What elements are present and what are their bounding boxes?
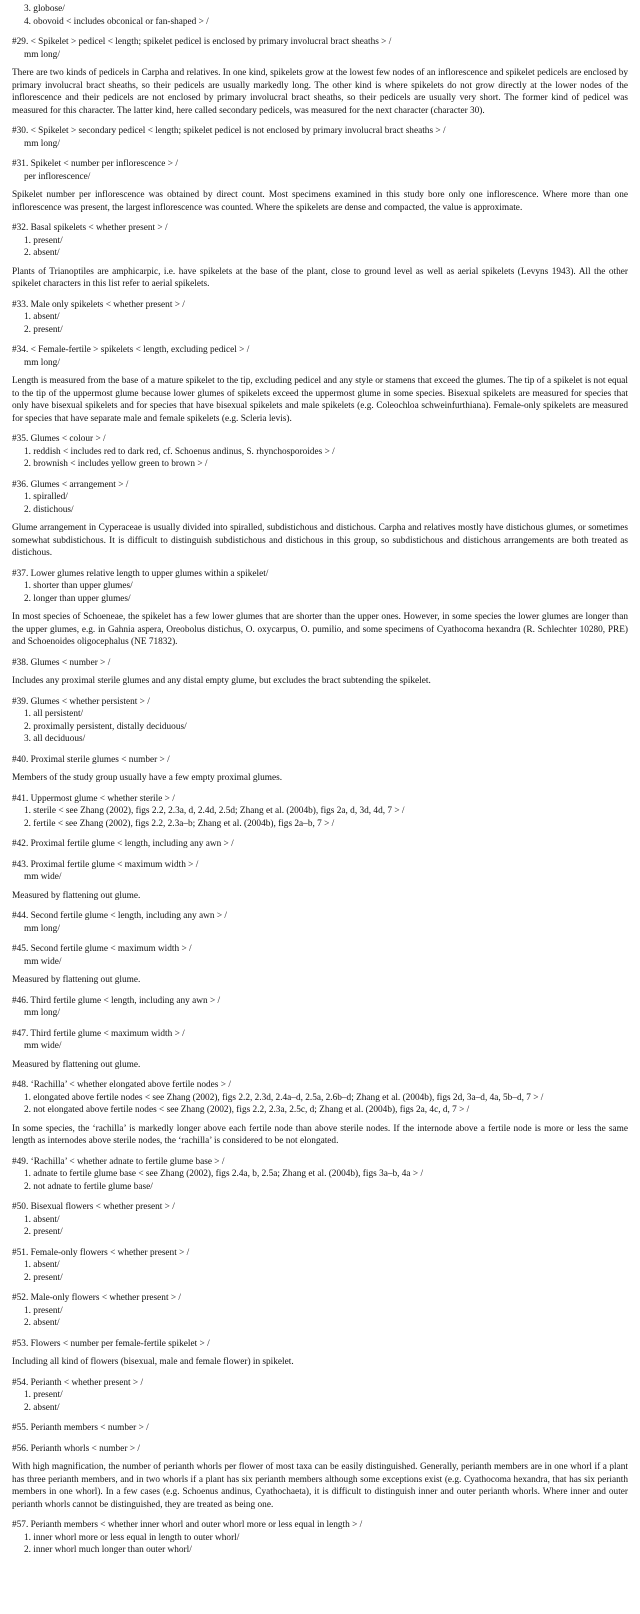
character-title: #57. Perianth members < whether inner whorl and outer whorl more or less equal in length > / [12, 1520, 363, 1530]
character-entry [12, 433, 628, 471]
character-state: 1. present/ [24, 235, 63, 246]
character-title: #49. ‘Rachilla’ < whether adnate to fertile glume base > / [12, 1156, 225, 1167]
character-entry [12, 3, 628, 28]
character-state: 3. globose/ [24, 4, 65, 14]
character-state: mm wide/ [24, 1041, 62, 1051]
character-entry [12, 859, 628, 903]
character-entry [12, 344, 628, 425]
character-entry [12, 943, 628, 987]
character-title: #32. Basal spikelets < whether present > / [12, 223, 168, 233]
character-entry [12, 910, 628, 935]
character-title: #34. < Female-fertile > spikelets < length, excluding pedicel > / [12, 345, 250, 355]
character-note: In some species, the ‘rachilla’ is markedly longer above each fertile node than above sterile nodes. If the internode above a fertile node is more or less the same length as internodes above sterile nodes, the ‘rachilla’ is considered to be not elongated. [12, 1123, 628, 1146]
character-note: Length is measured from the base of a mature spikelet to the tip, excluding pedicel and any style or stamens that exceed the glumes. The tip of a spikelet is not equal to the tip of the uppermost glume because lower glumes of spikelets exceed the uppermost glume in some species. Bisexual spikelets are measured for species that only have bisexual spikelets and for species that have bisexual spikelets and male spikelets (e.g. Coleochloa schweinfurthiana). Female-only spikelets are measured for species that have separate male and female spikelets (e.g. Scleria levis). [12, 376, 628, 424]
character-state: 2. present/ [24, 1227, 63, 1237]
character-title: #38. Glumes < number > / [12, 657, 111, 668]
character-title: #40. Proximal sterile glumes < number > / [12, 754, 170, 765]
character-entry [12, 1519, 628, 1557]
character-state: per inflorescence/ [24, 171, 91, 182]
character-entry [12, 793, 628, 831]
character-entry [12, 1338, 628, 1369]
character-entry [12, 36, 628, 117]
character-title: #47. Third fertile glume < maximum width > / [12, 1028, 185, 1039]
character-state: 1. absent/ [24, 1260, 60, 1270]
character-title: #54. Perianth < whether present > / [12, 1377, 144, 1388]
character-state: mm wide/ [24, 872, 62, 882]
character-title: #37. Lower glumes relative length to upper glumes within a spikelet/ [12, 568, 269, 579]
character-state: 2. proximally persistent, distally deciduous/ [24, 721, 187, 732]
character-state: 1. elongated above fertile nodes < see Zhang (2002), figs 2.2, 2.3d, 2.4a–d, 2.5a, 2.6b–d; Zhang et al. (2004b), figs 2d, 3a–d, 4a, 5b–d, 7 > / [24, 1092, 544, 1103]
character-state: mm long/ [24, 923, 60, 934]
character-state: 2. present/ [24, 324, 63, 335]
character-state: mm wide/ [24, 956, 62, 967]
character-state: 1. shorter than upper glumes/ [24, 581, 133, 591]
character-title: #48. ‘Rachilla’ < whether elongated above fertile nodes > / [12, 1080, 231, 1090]
character-note: In most species of Schoeneae, the spikelet has a few lower glumes that are shorter than the upper ones. However, in some species the lower glumes are longer than the upper glumes, e.g. in Gahnia aspera, Oreobolus distichus, O. oxycarpus, O. pumilio, and some specimens of Cyathocoma hexandra (R. Schlechter 10280, PRE) and Schoenoides oligocephalus (NE 71832). [12, 612, 628, 647]
character-state: 1. inner whorl more or less equal in length to outer whorl/ [24, 1532, 240, 1543]
character-note: Members of the study group usually have a few empty proximal glumes. [12, 773, 283, 783]
character-note: Measured by flattening out glume. [12, 975, 141, 985]
character-state: 1. adnate to fertile glume base < see Zhang (2002), figs 2.4a, b, 2.5a; Zhang et al. (2004b), figs 3a–b, 4a > / [24, 1169, 424, 1179]
character-entry [12, 754, 628, 785]
character-state: 2. fertile < see Zhang (2002), figs 2.2, 2.3a–b; Zhang et al. (2004b), figs 2a–b, 7 > / [24, 818, 335, 829]
character-note: There are two kinds of pedicels in Carpha and relatives. In one kind, spikelets grow at the lowest few nodes of an inflorescence and spikelet pedicels are enclosed by primary involucral bract sheaths, so their pedicels are usually markedly long. The other kind is where spikelets do not grow directly at the lower nodes of the inflorescence and their pedicels are not enclosed by primary involucral bract sheaths, so their pedicels are usually very short. The former kind of pedicel was measured for this character. The latter kind, here called secondary pedicels, was measured for the next character (character 30). [12, 68, 628, 116]
character-entry [12, 479, 628, 560]
character-title: #31. Spikelet < number per inflorescence > / [12, 159, 178, 169]
character-state: 1. present/ [24, 1305, 63, 1316]
character-entry [12, 158, 628, 214]
character-entry [12, 696, 628, 746]
character-state: 1. all persistent/ [24, 709, 84, 719]
character-title: #53. Flowers < number per female-fertile spikelet > / [12, 1338, 210, 1349]
character-title: #44. Second fertile glume < length, including any awn > / [12, 911, 227, 921]
character-state: 3. all deciduous/ [24, 734, 86, 744]
character-state: 1. absent/ [24, 1214, 60, 1225]
character-entry [12, 299, 628, 337]
character-title: #36. Glumes < arrangement > / [12, 479, 129, 490]
character-entry [12, 1156, 628, 1194]
character-entry [12, 657, 628, 688]
character-title: #41. Uppermost glume < whether sterile > / [12, 793, 175, 804]
character-entry [12, 1443, 628, 1512]
character-entry [12, 1422, 628, 1435]
character-state: 1. present/ [24, 1390, 63, 1400]
character-state: mm long/ [24, 1008, 60, 1018]
character-title: #43. Proximal fertile glume < maximum width > / [12, 859, 199, 870]
character-entry [12, 125, 628, 150]
character-note: Plants of Trianoptiles are amphicarpic, i.e. have spikelets at the base of the plant, close to ground level as well as aerial spikelets (Levyns 1943). All the other spikelet characters in this list refer to aerial spikelets. [12, 266, 628, 289]
character-state: 2. present/ [24, 1272, 63, 1283]
character-entry [12, 568, 628, 649]
character-title: #45. Second fertile glume < maximum width > / [12, 944, 192, 954]
character-title: #51. Female-only flowers < whether present > / [12, 1247, 190, 1258]
character-note: Spikelet number per inflorescence was obtained by direct count. Most specimens examined in this study bore only one inflorescence. Where more than one inflorescence was present, the largest inflorescence was counted. Where the spikelets are dense and compacted, the value is approximate. [12, 190, 628, 213]
character-entry [12, 1028, 628, 1072]
character-state: 2. not elongated above fertile nodes < see Zhang (2002), figs 2.2, 2.3a, 2.5c, d; Zhang et al. (2004b), figs 2a, 4c, d, 7 > / [24, 1105, 470, 1115]
character-state: 2. brownish < includes yellow green to brown > / [24, 459, 208, 469]
character-entry [12, 1292, 628, 1330]
character-state: 2. absent/ [24, 1402, 60, 1413]
character-note: Includes any proximal sterile glumes and any distal empty glume, but excludes the bract subtending the spikelet. [12, 676, 431, 686]
character-state: 1. spiralled/ [24, 492, 68, 502]
character-entry [12, 1201, 628, 1239]
character-entry [12, 995, 628, 1020]
character-entry [12, 1079, 628, 1148]
character-title: #35. Glumes < colour > / [12, 434, 106, 444]
character-state: 4. obovoid < includes obconical or fan-shaped > / [24, 16, 209, 27]
character-note: Including all kind of flowers (bisexual, male and female flower) in spikelet. [12, 1357, 294, 1367]
character-entry [12, 838, 628, 851]
character-state: 2. distichous/ [24, 504, 74, 515]
character-state: mm long/ [24, 138, 60, 149]
character-state: 1. absent/ [24, 312, 60, 322]
character-state: 2. not adnate to fertile glume base/ [24, 1181, 153, 1192]
character-title: #55. Perianth members < number > / [12, 1423, 149, 1433]
character-note: Glume arrangement in Cyperaceae is usually divided into spiralled, subdistichous and distichous. Carpha and relatives mostly have distichous glumes, or sometimes somewhat subdistichous. It is difficult to distinguish subdistichous and distichous in this group, so subdistichous and distichous arrangements are both treated as distichous. [12, 523, 628, 558]
character-title: #52. Male-only flowers < whether present > / [12, 1293, 182, 1303]
character-state: 2. longer than upper glumes/ [24, 593, 131, 604]
character-title: #39. Glumes < whether persistent > / [12, 696, 150, 707]
character-state: 2. inner whorl much longer than outer whorl/ [24, 1545, 192, 1555]
character-entry [12, 1377, 628, 1415]
character-title: #46. Third fertile glume < length, including any awn > / [12, 995, 221, 1006]
character-title: #30. < Spikelet > secondary pedicel < length; spikelet pedicel is not enclosed by primary involucral bract sheaths > / [12, 126, 446, 136]
character-title: #29. < Spikelet > pedicel < length; spikelet pedicel is enclosed by primary involucral bract sheaths > / [12, 37, 392, 47]
character-state: 2. absent/ [24, 248, 60, 258]
character-state: mm long/ [24, 49, 60, 60]
character-title: #50. Bisexual flowers < whether present > / [12, 1202, 175, 1212]
character-note: Measured by flattening out glume. [12, 890, 141, 901]
character-title: #33. Male only spikelets < whether present > / [12, 299, 185, 310]
character-state: mm long/ [24, 357, 60, 368]
character-entry [12, 1247, 628, 1285]
character-state: 1. reddish < includes red to dark red, cf. Schoenus andinus, S. rhynchosporoides > / [24, 446, 335, 457]
character-note: Measured by flattening out glume. [12, 1059, 141, 1070]
character-state: 2. absent/ [24, 1318, 60, 1328]
character-state: 1. sterile < see Zhang (2002), figs 2.2, 2.3a, d, 2.4d, 2.5d; Zhang et al. (2004b), figs 2a, d, 3d, 4d, 7 > / [24, 806, 405, 816]
character-note: With high magnification, the number of perianth whorls per flower of most taxa can be easily distinguished. Generally, perianth members are in one whorl if a plant has three perianth members, and in two whorls if a plant has six perianth members although some exceptions exist (e.g. Cyathocoma hexandra, that has six perianth members in one whorl). In a few cases (e.g. Schoenus andinus, Cyathochaeta), it is difficult to distinguish inner and outer perianth whorls. Where inner and outer perianth whorls cannot be distinguished, they are treated as being one. [12, 1462, 628, 1510]
character-title: #42. Proximal fertile glume < length, including any awn > / [12, 839, 234, 849]
character-title: #56. Perianth whorls < number > / [12, 1443, 140, 1454]
character-entry [12, 222, 628, 291]
